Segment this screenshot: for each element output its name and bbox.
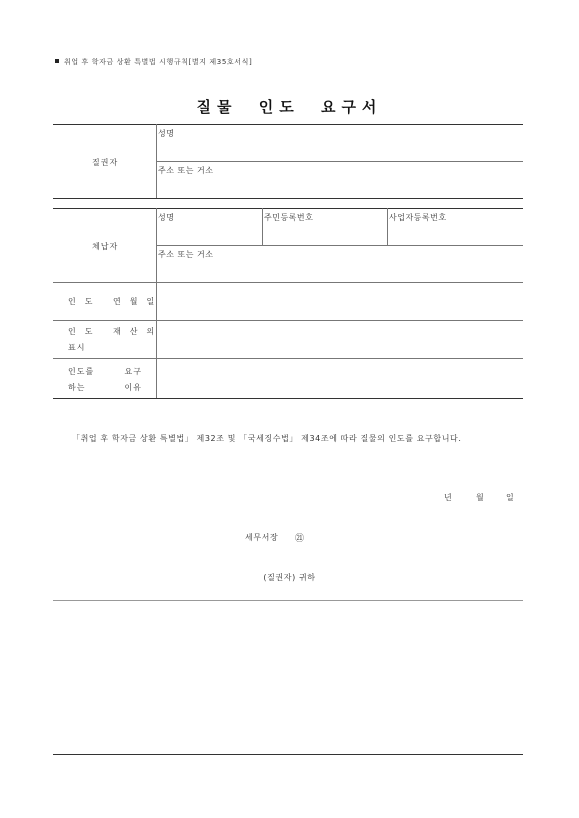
taxpayer-top-border xyxy=(53,208,523,209)
footer-divider-top xyxy=(53,600,523,601)
claimant-address-field[interactable]: 주소 또는 거소 xyxy=(158,166,214,175)
taxpayer-row-divider xyxy=(156,245,523,246)
request-statement: 「취업 후 학자금 상환 특별법」 제32조 및 「국세징수법」 제34조에 따라 질물의 인도를 요구합니다. xyxy=(72,434,462,443)
document-title: 질물 인도 요구서 xyxy=(196,98,383,116)
claimant-name-field[interactable]: 성명 xyxy=(158,129,175,138)
table-bottom-border xyxy=(53,398,523,399)
taxpayer-address-field[interactable]: 주소 또는 거소 xyxy=(158,250,214,259)
tax-office-head: 세무서장 xyxy=(245,533,279,542)
date-month[interactable]: 월 xyxy=(476,493,484,502)
form-reference-note xyxy=(55,57,252,67)
recipient-line: (질권자) 귀하 xyxy=(263,573,316,582)
form-reference-text: 취업 후 학자금 상환 특별법 시행규칙[별지 제35호서식] xyxy=(64,58,253,66)
date-year[interactable]: 년 xyxy=(444,493,452,502)
taxpayer-col-divider-2 xyxy=(387,208,388,245)
taxpayer-resident-number-field[interactable]: 주민등록번호 xyxy=(264,213,314,222)
reason-label-line2: 하는 이유 xyxy=(68,383,142,392)
taxpayer-business-number-field[interactable]: 사업자등록번호 xyxy=(389,213,447,222)
delivery-date-field[interactable] xyxy=(157,283,523,320)
property-description-field[interactable] xyxy=(157,321,523,358)
taxpayer-label: 체납자 xyxy=(92,242,119,251)
claimant-label: 질권자 xyxy=(92,158,119,167)
seal-icon: ㉑ xyxy=(295,534,305,544)
claimant-bottom-border xyxy=(53,198,523,199)
reason-label-line1: 인도를 요구 xyxy=(68,367,142,376)
claimant-row-divider xyxy=(156,161,523,162)
property-label-line2: 표시 xyxy=(68,343,86,352)
footer-divider-bottom xyxy=(53,754,523,755)
taxpayer-name-field[interactable]: 성명 xyxy=(158,213,175,222)
date-day[interactable]: 일 xyxy=(506,493,514,502)
taxpayer-col-divider-1 xyxy=(262,208,263,245)
reason-field[interactable] xyxy=(157,359,523,398)
delivery-date-label: 인도 연월일 xyxy=(68,297,164,306)
table-top-border xyxy=(53,124,523,125)
property-label-line1: 인도 재산의 xyxy=(68,327,164,336)
bullet-square-icon xyxy=(55,59,59,63)
